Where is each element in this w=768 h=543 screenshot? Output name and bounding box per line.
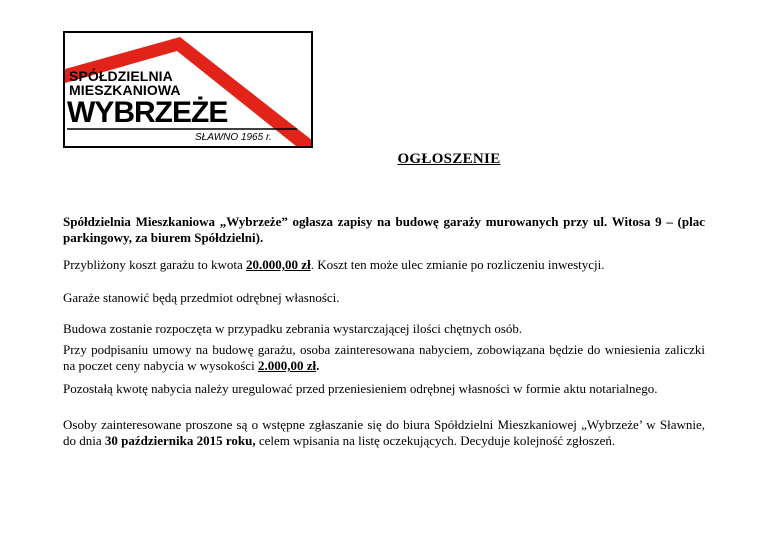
advance-amount: 2.000,00 zł xyxy=(257,358,317,373)
cost-text-before: Przybliżony koszt garażu to kwota xyxy=(63,257,247,272)
paragraph-intro: Spółdzielnia Mieszkaniowa „Wybrzeże” ogłasza zapisy na budowę garaży murowanych przy ul. Witosa 9 – (plac parkingowy, za biurem Spółdzielni). xyxy=(63,214,705,245)
logo-text-line3: WYBRZEŻE xyxy=(67,96,228,129)
paragraph-advance xyxy=(63,342,705,374)
paragraph-construction: Budowa zostanie rozpoczęta w przypadku zebrania wystarczającej ilości chętnych osób. xyxy=(63,321,523,336)
cooperative-logo xyxy=(63,31,313,148)
announcement-title: OGŁOSZENIE xyxy=(397,151,501,167)
advance-text-after: . xyxy=(316,358,320,373)
registration-text-before: Osoby zainteresowane proszone są o wstępne zgłaszanie się do biura Spółdzielni Mieszkaniowej „Wybrzeże’ w Sławnie, do dnia xyxy=(63,417,705,448)
paragraph-registration xyxy=(63,417,705,449)
logo-text-line4: SŁAWNO 1965 r. xyxy=(195,132,272,143)
logo-text-line2: MIESZKANIOWA xyxy=(69,82,181,98)
registration-deadline: 30 października 2015 roku, xyxy=(104,433,256,448)
paragraph-remaining: Pozostałą kwotę nabycia należy uregulować przed przeniesieniem odrębnej własności w formie aktu notarialnego. xyxy=(63,381,658,396)
paragraph-cost xyxy=(63,257,705,273)
announcement-title-wrap xyxy=(0,150,768,168)
advance-text-before: Przy podpisaniu umowy na budowę garażu, osoba zainteresowana nabyciem, zobowiązana będzie do wniesienia zaliczki na poczet ceny nabycia w wysokości xyxy=(63,342,705,373)
cost-amount: 20.000,00 zł xyxy=(246,257,311,272)
registration-text-after: celem wpisania na listę oczekujących. Decyduje kolejność zgłoszeń. xyxy=(255,433,616,448)
cost-text-after: . Koszt ten może ulec zmianie po rozliczeniu inwestycji. xyxy=(310,257,605,272)
logo-text-line1: SPÓŁDZIELNIA xyxy=(69,68,173,84)
paragraph-ownership: Garaże stanowić będą przedmiot odrębnej własności. xyxy=(63,290,340,305)
